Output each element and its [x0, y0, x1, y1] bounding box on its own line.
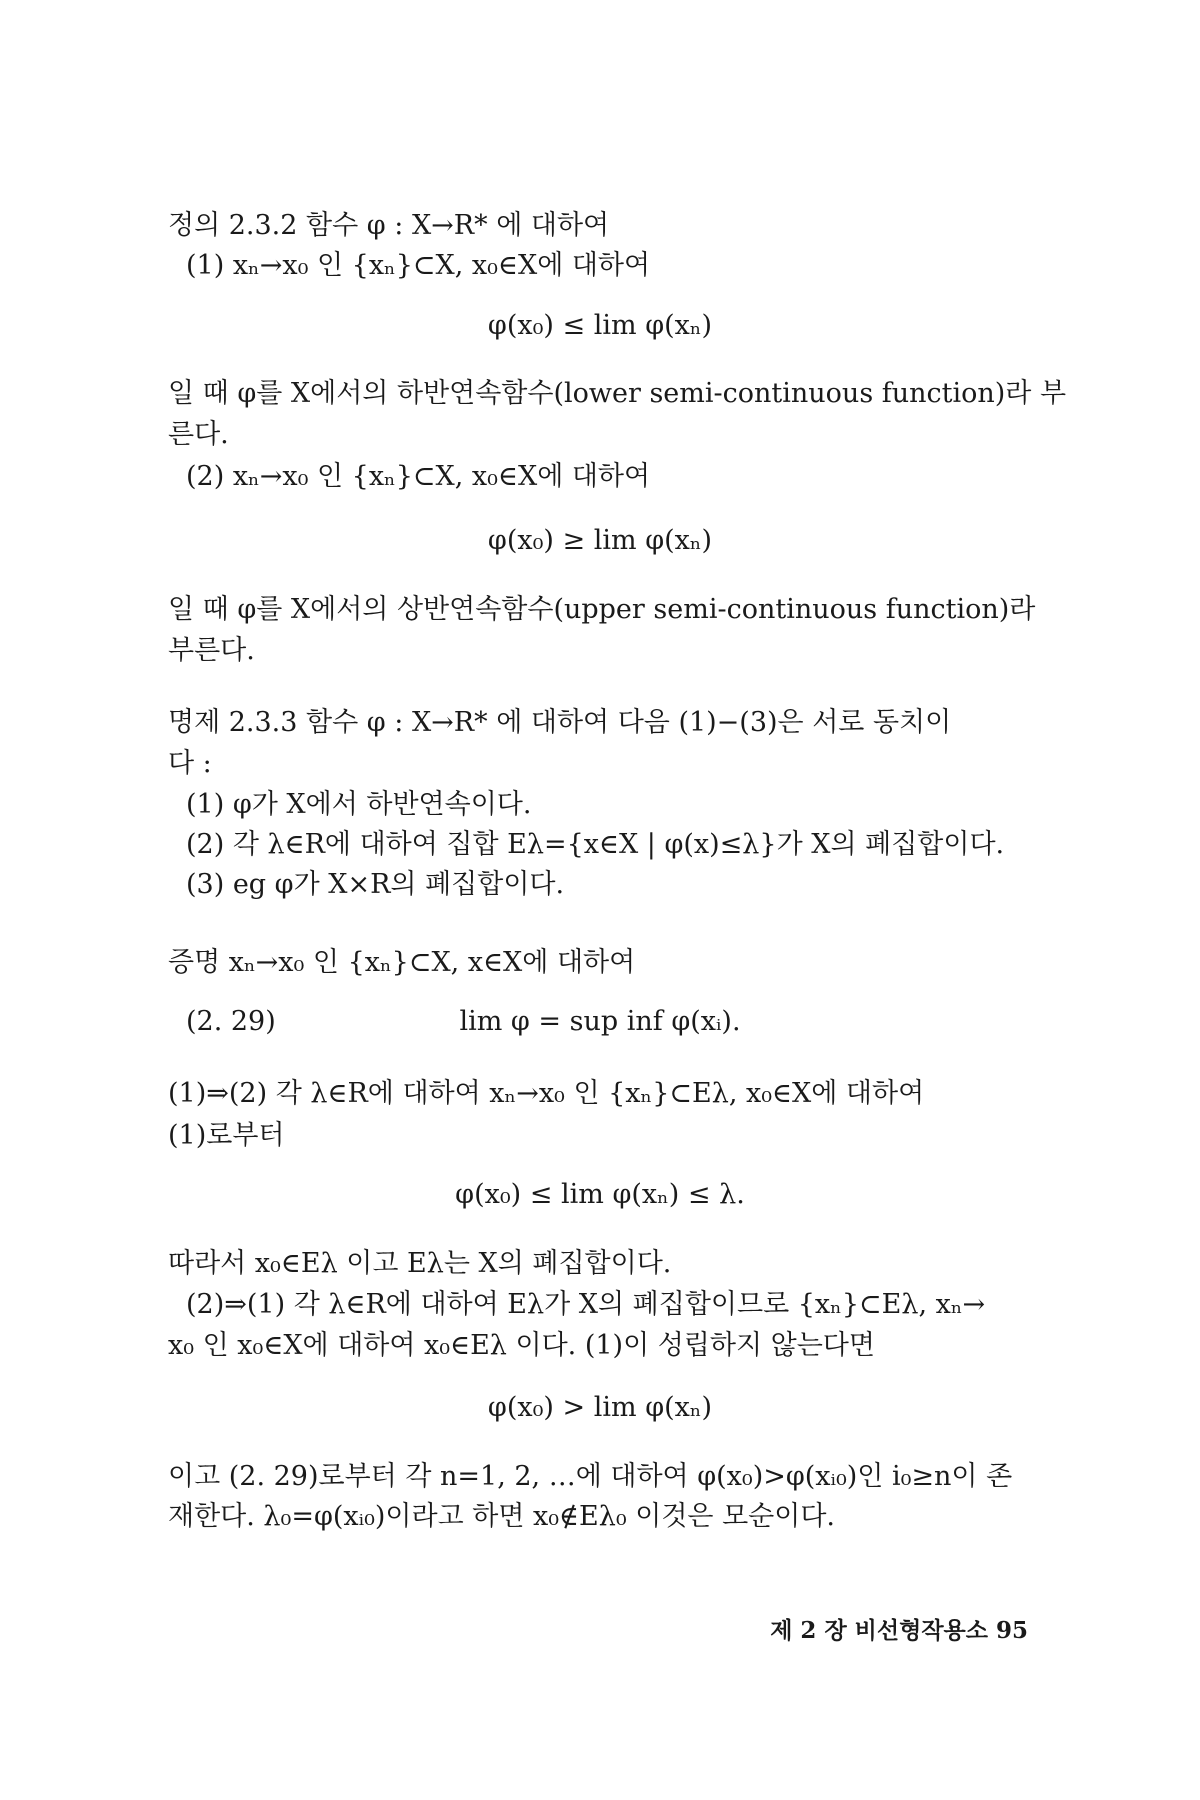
proposition-item-2: (2) 각 λ∈R에 대하여 집합 Eλ={x∈X | φ(x)≤λ}가 X의 폐집합이다.	[186, 829, 1005, 860]
definition-lower-text-cont: 른다.	[168, 419, 229, 450]
proposition-heading-cont: 다 :	[168, 748, 212, 779]
proposition-item-1: (1) φ가 X에서 하반연속이다.	[186, 789, 532, 820]
proof-step-2-1: (2)⇒(1) 각 λ∈R에 대하여 Eλ가 X의 폐집합이므로 {xₙ}⊂Eλ, xₙ→	[186, 1289, 986, 1320]
proposition-item-3: (3) eg φ가 X×R의 폐집합이다.	[186, 869, 565, 900]
proof-final-text-cont: 재한다. λ₀=φ(xᵢ₀)이라고 하면 x₀∉Eλ₀ 이것은 모순이다.	[168, 1501, 836, 1532]
definition-2-3-2-heading: 정의 2.3.2 함수 φ : X→R* 에 대하여	[168, 210, 610, 241]
definition-upper-text-cont: 부른다.	[168, 635, 255, 666]
proof-step-2-1-cont: x₀ 인 x₀∈X에 대하여 x₀∈Eλ 이다. (1)이 성립하지 않는다면	[168, 1330, 875, 1361]
proposition-2-3-3-heading: 명제 2.3.3 함수 φ : X→R* 에 대하여 다음 (1)−(3)은 서로 동치이	[168, 707, 952, 738]
equation-lower-limit: φ(x₀) ≤ lim φ(xₙ)	[487, 310, 713, 341]
equation-body: lim φ = sup inf φ(xᵢ).	[459, 1006, 741, 1037]
proof-step-1-2-cont: (1)로부터	[168, 1120, 285, 1151]
definition-part-1: (1) xₙ→x₀ 인 {xₙ}⊂X, x₀∈X에 대하여	[186, 250, 651, 281]
proof-step-1-2: (1)⇒(2) 각 λ∈R에 대하여 xₙ→x₀ 인 {xₙ}⊂Eλ, x₀∈X에 대하여	[168, 1078, 925, 1109]
definition-lower-text: 일 때 φ를 X에서의 하반연속함수(lower semi-continuous function)라 부	[168, 378, 1067, 409]
proof-heading: 증명 xₙ→x₀ 인 {xₙ}⊂X, x∈X에 대하여	[168, 947, 636, 978]
equation-contradiction: φ(x₀) > lim φ(xₙ)	[487, 1392, 713, 1423]
equation-bound: φ(x₀) ≤ lim φ(xₙ) ≤ λ.	[455, 1179, 745, 1210]
proof-final-text: 이고 (2. 29)로부터 각 n=1, 2, …에 대하여 φ(x₀)>φ(xᵢ₀)인 i₀≥n이 존	[168, 1461, 1013, 1492]
equation-upper-limit: φ(x₀) ≥ lim φ(xₙ)	[487, 525, 713, 556]
definition-part-2: (2) xₙ→x₀ 인 {xₙ}⊂X, x₀∈X에 대하여	[186, 461, 651, 492]
equation-number: (2. 29)	[186, 1006, 276, 1037]
page-footer: 제 2 장 비선형작용소 95	[770, 1617, 1028, 1644]
proof-conclusion-1: 따라서 x₀∈Eλ 이고 Eλ는 X의 폐집합이다.	[168, 1248, 672, 1279]
definition-upper-text: 일 때 φ를 X에서의 상반연속함수(upper semi-continuous function)라	[168, 594, 1036, 625]
